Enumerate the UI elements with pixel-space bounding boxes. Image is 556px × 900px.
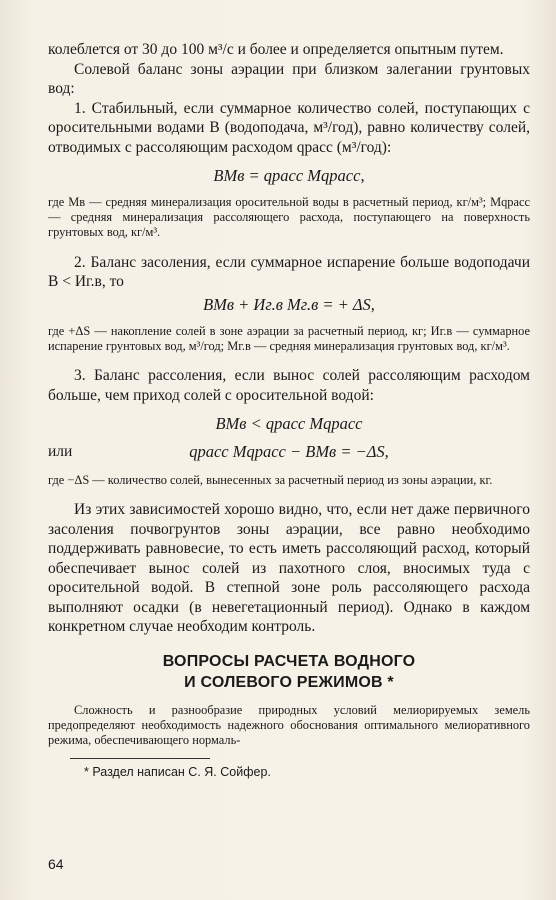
section-heading-line-1: ВОПРОСЫ РАСЧЕТА ВОДНОГО [162, 652, 416, 670]
note-desalinization: где −ΔS — количество солей, вынесенных за расчетный период из зоны аэрации, кг. [48, 473, 493, 488]
paragraph-salt-balance-intro: Солевой баланс зоны аэрации при близком залегании грунтовых вод: [48, 60, 530, 97]
note-stable: где Mв — средняя минерализация оросительной воды в расчетный период, кг/м³; Mqрасс — средняя минерализация рассоляющего расхода, поступающего на поверхность грунтовых вод, кг/м³. [48, 195, 530, 240]
footnote-divider [70, 758, 210, 759]
formula-desalinization: BMв < qрасс Mqрасс [215, 414, 363, 434]
paragraph-desalinization-balance: 3. Баланс рассоления, если вынос солей рассоляющим расходом больше, чем приход солей с оросительной водой: [48, 367, 530, 404]
footnote: * Раздел написан С. Я. Сойфер. [84, 765, 271, 780]
formula-salinization: BMв + Иг.в Mг.в = + ΔS, [203, 294, 375, 314]
section-heading-line-2: И СОЛЕВОГО РЕЖИМОВ * [184, 673, 394, 691]
word-or: или [48, 443, 73, 461]
formula-stable: BMв = qрасс Mqрасс, [213, 166, 365, 185]
section-heading [48, 651, 530, 693]
paragraph-continuation: колеблется от 30 до 100 м³/с и более и определяется опытным путем. [48, 41, 504, 58]
formula-desalinization-alt: qрасс Mqрасс − BMв = −ΔS, [189, 442, 389, 462]
paragraph-stable-balance: 1. Стабильный, если суммарное количество солей, поступающих с оросительными водами B (водоподача, м³/год), равно количеству солей, отводимых с рассоляющим расходом qрасс (м³/год): [48, 99, 530, 156]
paragraph-section-intro: Сложность и разнообразие природных условий мелиорируемых земель предопределяют необходимость надежного обоснования оптимального мелиоративного режима, обеспечивающего нормаль- [48, 702, 530, 748]
page-number: 64 [48, 856, 64, 872]
paragraph-salinization-balance: 2. Баланс засоления, если суммарное испарение больше водоподачи B < Иг.в, то [48, 253, 530, 291]
note-salinization: где +ΔS — накопление солей в зоне аэрации за расчетный период, кг; Иг.в — суммарное испарение грунтовых вод, м³/год; Mг.в — средняя минерализация грунтовых вод, кг/м³. [48, 323, 530, 353]
paragraph-conclusion: Из этих зависимостей хорошо видно, что, если нет даже первичного засоления почвогрунтов зоны аэрации, все равно необходимо поддерживать равновесие, то есть иметь рассоляющий расход, который обеспечивает вынос солей из пахотного слоя, вносимых туда с оросительной водой. В степной зоне роль рассоляющего расхода выполняют осадки (в невегетационный период). Однако в каждом конкретном случае необходим контроль. [48, 501, 530, 636]
formula-row-alt [48, 437, 530, 467]
